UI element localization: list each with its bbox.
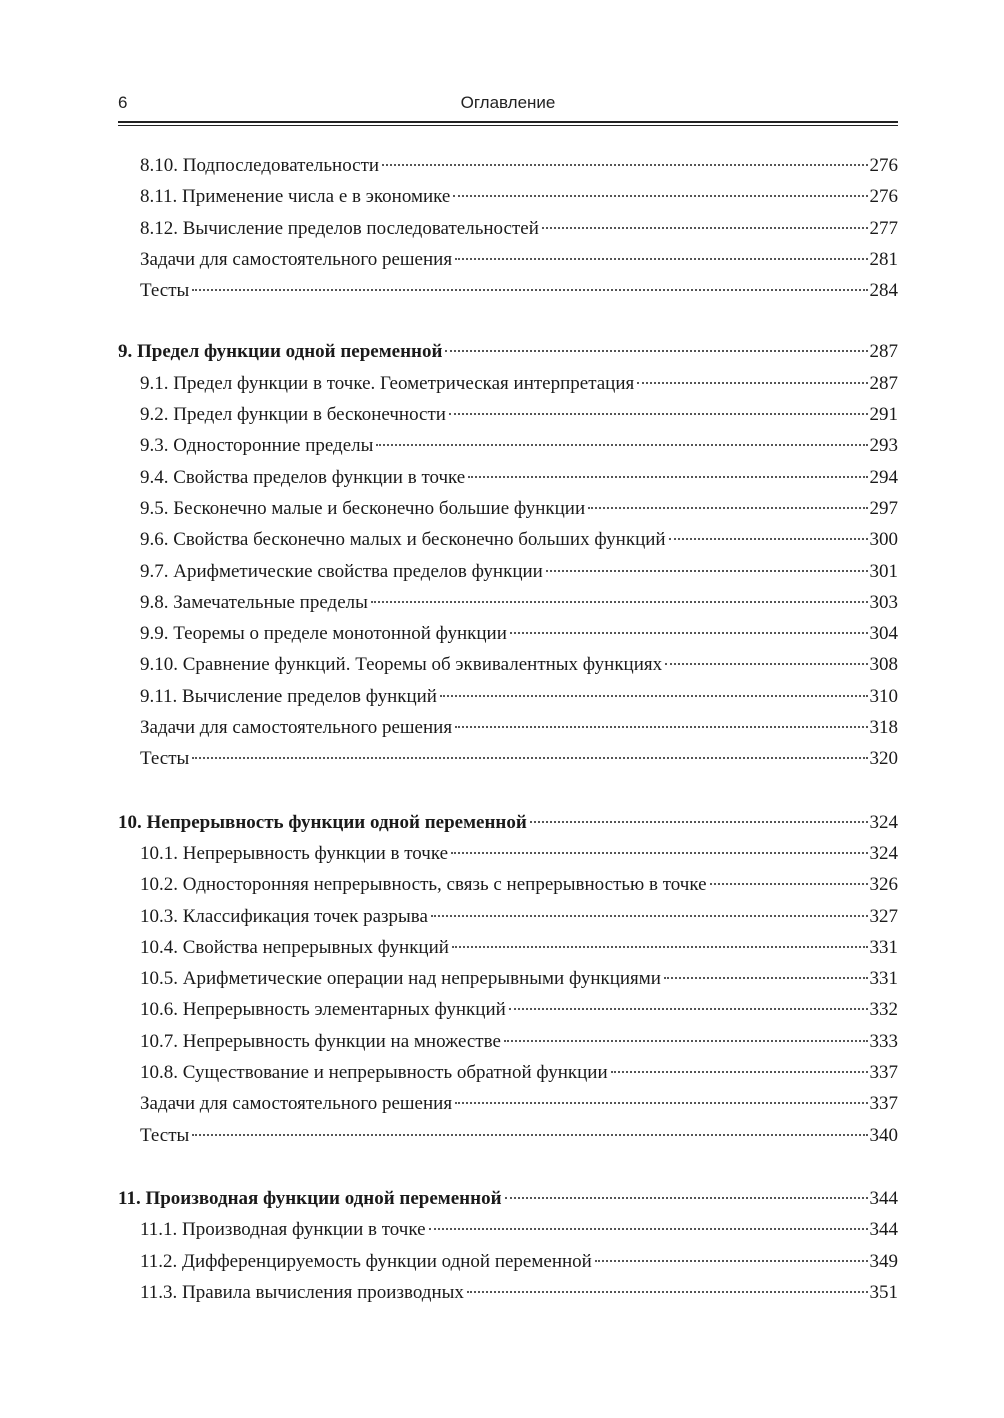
toc-entry-page: 332 — [869, 999, 898, 1021]
page-number: 6 — [118, 93, 128, 112]
toc-entry-page: 324 — [869, 842, 898, 864]
toc-entry-9-tests[interactable] — [118, 743, 898, 774]
dot-leader — [611, 1071, 868, 1073]
toc-entry-page: 331 — [869, 968, 898, 990]
toc-entry-title: 9.1. Предел функции в точке. Геометрическая интерпретация — [140, 372, 635, 394]
header-rule — [118, 121, 898, 126]
toc-entry-title: 9.4. Свойства пределов функции в точке — [140, 466, 466, 488]
toc-entry-title: 10.8. Существование и непрерывность обратной функции — [140, 1062, 608, 1084]
dot-leader — [505, 1197, 868, 1199]
toc-entry-10-2[interactable] — [118, 869, 898, 900]
dot-leader — [665, 663, 867, 665]
toc-entry-page: 351 — [869, 1281, 898, 1303]
toc-entry-9-exercises[interactable] — [118, 712, 898, 743]
toc-entry-10-exercises[interactable] — [118, 1088, 898, 1119]
toc-entry-page: 300 — [869, 529, 898, 551]
toc-entry-page: 310 — [869, 685, 898, 707]
dot-leader — [451, 852, 867, 854]
toc-entry-title: 9.8. Замечательные пределы — [140, 591, 368, 613]
toc-entry-page: 324 — [869, 811, 898, 833]
section-gap — [118, 306, 898, 336]
toc-entry-title: 9.3. Односторонние пределы — [140, 435, 374, 457]
toc-entry-page: 303 — [869, 591, 898, 613]
table-of-contents — [118, 150, 898, 1308]
toc-entry-10-5[interactable] — [118, 963, 898, 994]
toc-entry-page: 281 — [869, 248, 898, 270]
section-gap — [118, 1151, 898, 1183]
toc-entry-title: 11.3. Правила вычисления производных — [140, 1281, 464, 1303]
toc-entry-page: 277 — [869, 217, 898, 239]
toc-entry-title: Задачи для самостоятельного решения — [140, 717, 453, 739]
toc-chapter-title: 10. Непрерывность функции одной переменной — [118, 811, 527, 833]
toc-entry-page: 294 — [869, 466, 898, 488]
dot-leader — [371, 601, 868, 603]
toc-entry-page: 276 — [869, 155, 898, 176]
dot-leader — [455, 258, 867, 260]
toc-entry-title: 9.2. Предел функции в бесконечности — [140, 404, 446, 426]
dot-leader — [382, 164, 867, 166]
toc-entry-page: 308 — [869, 654, 898, 676]
toc-entry-title: 8.10. Подпоследовательности — [140, 155, 380, 176]
toc-entry-9-11[interactable] — [118, 681, 898, 712]
toc-entry-page: 344 — [869, 1219, 898, 1241]
toc-entry-title: 9.11. Вычисление пределов функций — [140, 685, 437, 707]
toc-entry-page: 284 — [869, 280, 898, 302]
dot-leader — [530, 821, 868, 823]
toc-entry-page: 344 — [869, 1187, 898, 1209]
toc-entry-9-1[interactable] — [118, 368, 898, 399]
dot-leader — [449, 413, 868, 415]
toc-entry-9-10[interactable] — [118, 649, 898, 680]
dot-leader — [376, 444, 867, 446]
toc-entry-9-8[interactable] — [118, 587, 898, 618]
toc-entry-title: Задачи для самостоятельного решения — [140, 1093, 453, 1115]
toc-entry-page: 337 — [869, 1093, 898, 1115]
toc-entry-9-2[interactable] — [118, 399, 898, 430]
toc-chapter-title: 11. Производная функции одной переменной — [118, 1187, 502, 1209]
toc-entry-8-12[interactable] — [118, 213, 898, 244]
toc-entry-10-tests[interactable] — [118, 1120, 898, 1151]
toc-chapter-9[interactable] — [118, 336, 898, 367]
toc-entry-page: 276 — [869, 186, 898, 208]
toc-chapter-10[interactable] — [118, 807, 898, 838]
dot-leader — [595, 1260, 868, 1262]
toc-entry-title: 11.2. Дифференцируемость функции одной переменной — [140, 1250, 592, 1272]
toc-entry-8-exercises[interactable] — [118, 244, 898, 275]
toc-entry-page: 291 — [869, 404, 898, 426]
toc-entry-11-1[interactable] — [118, 1214, 898, 1245]
toc-entry-title: 8.11. Применение числа е в экономике — [140, 186, 451, 208]
toc-entry-page: 340 — [869, 1124, 898, 1146]
dot-leader — [664, 977, 868, 979]
toc-entry-10-8[interactable] — [118, 1057, 898, 1088]
dot-leader — [431, 915, 868, 917]
toc-entry-10-4[interactable] — [118, 932, 898, 963]
dot-leader — [467, 1291, 868, 1293]
toc-entry-title: 10.1. Непрерывность функции в точке — [140, 842, 449, 864]
dot-leader — [468, 476, 867, 478]
toc-entry-9-6[interactable] — [118, 524, 898, 555]
toc-entry-title: 9.10. Сравнение функций. Теоремы об эквивалентных функциях — [140, 654, 663, 676]
toc-entry-9-4[interactable] — [118, 462, 898, 493]
toc-chapter-11[interactable] — [118, 1183, 898, 1214]
toc-entry-title: Тесты — [140, 280, 190, 302]
toc-entry-11-2[interactable] — [118, 1246, 898, 1277]
toc-entry-9-7[interactable] — [118, 556, 898, 587]
toc-entry-title: 10.4. Свойства непрерывных функций — [140, 936, 449, 958]
toc-entry-10-6[interactable] — [118, 994, 898, 1025]
toc-entry-8-11[interactable] — [118, 181, 898, 212]
toc-entry-page: 331 — [869, 936, 898, 958]
dot-leader — [510, 632, 868, 634]
dot-leader — [669, 538, 868, 540]
toc-entry-title: 9.7. Арифметические свойства пределов функции — [140, 560, 543, 582]
toc-entry-8-10[interactable] — [118, 150, 898, 181]
toc-entry-title: 10.3. Классификация точек разрыва — [140, 905, 428, 927]
toc-entry-9-5[interactable] — [118, 493, 898, 524]
toc-entry-title: 9.9. Теоремы о пределе монотонной функции — [140, 623, 507, 645]
toc-entry-10-3[interactable] — [118, 901, 898, 932]
dot-leader — [445, 350, 867, 352]
dot-leader — [542, 227, 868, 229]
toc-entry-title: 11.1. Производная функции в точке — [140, 1219, 426, 1241]
toc-entry-page: 304 — [869, 623, 898, 645]
dot-leader — [192, 757, 867, 759]
dot-leader — [509, 1008, 868, 1010]
toc-entry-page: 293 — [869, 435, 898, 457]
toc-entry-title: 9.5. Бесконечно малые и бесконечно большие функции — [140, 497, 586, 519]
toc-entry-title: 8.12. Вычисление пределов последовательностей — [140, 217, 539, 239]
toc-entry-page: 287 — [869, 341, 898, 363]
toc-entry-title: 10.5. Арифметические операции над непрерывными функциями — [140, 968, 661, 990]
toc-entry-page: 297 — [869, 497, 898, 519]
toc-entry-page: 349 — [869, 1250, 898, 1272]
toc-entry-page: 337 — [869, 1062, 898, 1084]
toc-entry-9-3[interactable] — [118, 430, 898, 461]
toc-entry-page: 287 — [869, 372, 898, 394]
toc-entry-title: Задачи для самостоятельного решения — [140, 248, 453, 270]
dot-leader — [710, 883, 868, 885]
running-header — [118, 93, 898, 119]
dot-leader — [455, 726, 867, 728]
toc-entry-title: 10.7. Непрерывность функции на множестве — [140, 1030, 501, 1052]
toc-entry-page: 333 — [869, 1030, 898, 1052]
toc-entry-10-1[interactable] — [118, 838, 898, 869]
toc-entry-8-tests[interactable] — [118, 275, 898, 306]
toc-entry-title: Тесты — [140, 1124, 190, 1146]
dot-leader — [429, 1228, 868, 1230]
dot-leader — [453, 195, 867, 197]
dot-leader — [637, 382, 867, 384]
toc-entry-title: 10.6. Непрерывность элементарных функций — [140, 999, 506, 1021]
dot-leader — [192, 1134, 867, 1136]
toc-entry-11-3[interactable] — [118, 1277, 898, 1308]
toc-entry-title: 9.6. Свойства бесконечно малых и бесконечно больших функций — [140, 529, 666, 551]
toc-entry-page: 326 — [869, 874, 898, 896]
toc-entry-10-7[interactable] — [118, 1026, 898, 1057]
dot-leader — [192, 289, 867, 291]
section-gap — [118, 775, 898, 807]
toc-entry-page: 301 — [869, 560, 898, 582]
dot-leader — [504, 1040, 868, 1042]
toc-entry-page: 318 — [869, 717, 898, 739]
toc-entry-title: Тесты — [140, 748, 190, 770]
toc-entry-page: 327 — [869, 905, 898, 927]
running-title: Оглавление — [460, 93, 556, 112]
toc-entry-title: 10.2. Односторонняя непрерывность, связь с непрерывностью в точке — [140, 874, 707, 896]
dot-leader — [440, 695, 868, 697]
dot-leader — [588, 507, 867, 509]
dot-leader — [455, 1102, 867, 1104]
dot-leader — [452, 946, 868, 948]
toc-chapter-title: 9. Предел функции одной переменной — [118, 341, 443, 363]
dot-leader — [546, 570, 868, 572]
toc-entry-page: 320 — [869, 748, 898, 770]
toc-entry-9-9[interactable] — [118, 618, 898, 649]
